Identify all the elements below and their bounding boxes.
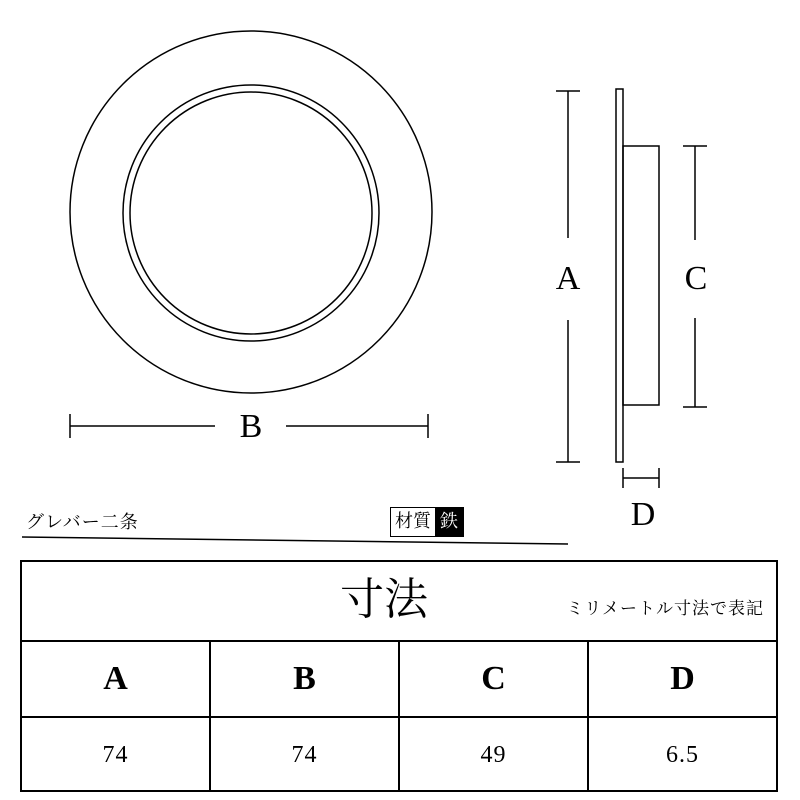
header-cell-a: A bbox=[22, 642, 211, 716]
header-cell-d: D bbox=[670, 660, 695, 697]
table-title-row bbox=[22, 562, 776, 642]
dimension-b-label: B bbox=[239, 408, 263, 445]
dimension-d-label: D bbox=[630, 496, 656, 533]
unit-note: ミリメートル寸法で表記 bbox=[566, 599, 764, 619]
dimension-d-line bbox=[623, 468, 659, 488]
table-header-row bbox=[22, 642, 776, 718]
table-value-row bbox=[22, 718, 776, 792]
dimension-a-label: A bbox=[555, 260, 581, 297]
front-inner-circle-outer bbox=[123, 85, 379, 341]
value-cell-d: 6.5 bbox=[666, 741, 699, 768]
side-plate bbox=[616, 89, 623, 462]
side-recess-body bbox=[623, 146, 659, 405]
front-inner-circle-inner bbox=[130, 92, 372, 334]
material-key: 材質 bbox=[391, 508, 435, 536]
product-name-underline bbox=[22, 537, 568, 544]
material-value: 鉄 bbox=[435, 508, 463, 536]
product-name: グレバー二条 bbox=[26, 512, 139, 533]
header-cell-c: C bbox=[400, 642, 589, 716]
material-badge bbox=[390, 507, 464, 537]
dimension-table bbox=[20, 560, 778, 792]
value-cell-b: 74 bbox=[211, 718, 400, 792]
value-cell-c: 49 bbox=[400, 718, 589, 792]
header-cell-b: B bbox=[211, 642, 400, 716]
dimension-c-label: C bbox=[684, 260, 708, 297]
table-title: 寸法 bbox=[340, 574, 428, 625]
value-cell-a: 74 bbox=[22, 718, 211, 792]
